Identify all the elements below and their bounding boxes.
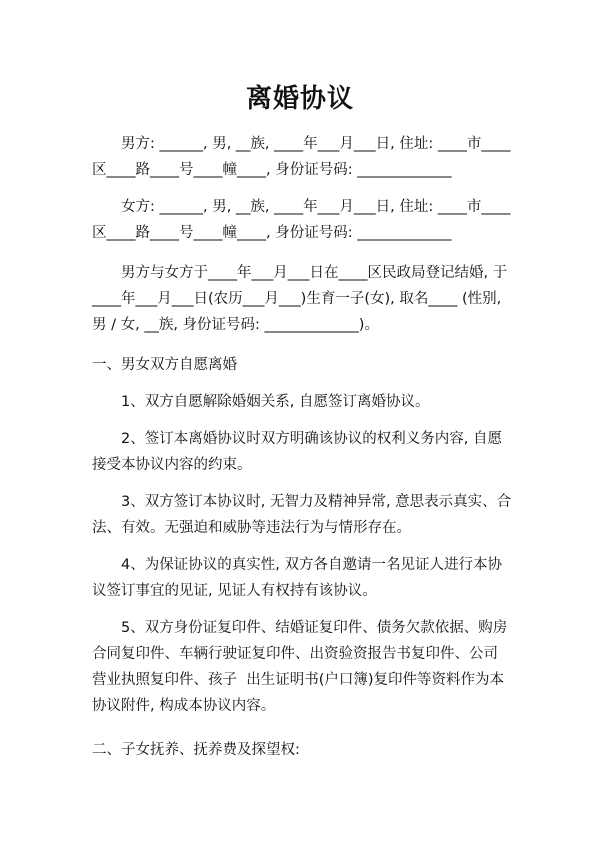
marriage-info-paragraph: 男方与女方于____年___月___日在____区民政局登记结婚, 于____年___月___日(农历___月___)生育一子(女), 取名____ (性别, 男 / 女, __族, 身份证号码: _____________)。 (92, 265, 508, 333)
section-2-heading: 二、子女抚养、抚养费及探望权: (92, 742, 300, 758)
clause-2: 2、签订本离婚协议时双方明确该协议的权利义务内容, 自愿接受本协议内容的约束。 (92, 431, 502, 473)
clause-3: 3、双方签订本协议时, 无智力及精神异常, 意思表示真实、合法、有效。无强迫和威胁等违法行为与情形存在。 (92, 494, 512, 536)
section-1-heading: 一、男女双方自愿离婚 (92, 357, 237, 373)
man-info-paragraph: 男方: ______, 男, __族, ____年___月___日, 住址: ____市____区____路____号____幢____, 身份证号码: _____________ (92, 136, 511, 178)
document-title: 离婚协议 (245, 84, 354, 114)
woman-info-paragraph: 女方: ______, 男, __族, ____年___月___日, 住址: ____市____区____路____号____幢____, 身份证号码: _____________ (92, 199, 511, 241)
document-body (92, 131, 512, 763)
clause-5: 5、双方身份证复印件、结婚证复印件、债务欠款依据、购房合同复印件、车辆行驶证复印件、出资验资报告书复印件、公司营业执照复印件、孩子 出生证明书(户口簿)复印件等资料作为本协议附件, 构成本协议内容。 (92, 620, 508, 714)
clause-4: 4、为保证协议的真实性, 双方各自邀请一名见证人进行本协议签订事宜的见证, 见证人有权持有该协议。 (92, 557, 502, 599)
clause-1: 1、双方自愿解除婚姻关系, 自愿签订离婚协议。 (121, 394, 430, 410)
